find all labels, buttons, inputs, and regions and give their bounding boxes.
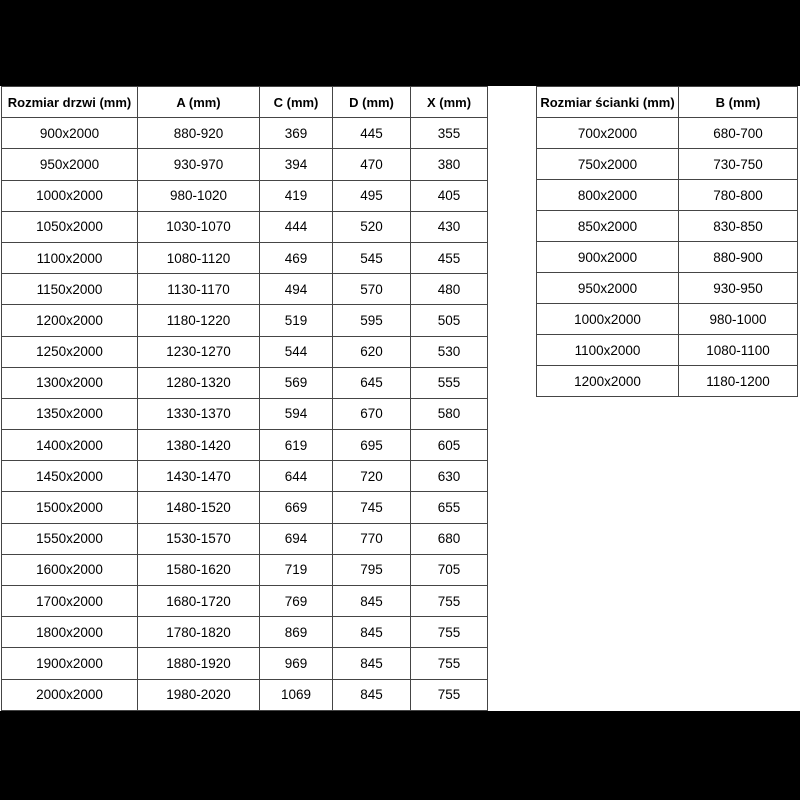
table-cell: 670	[333, 398, 411, 429]
table-cell: 455	[411, 242, 488, 273]
table-row	[537, 335, 798, 366]
table-cell: 1380-1420	[138, 430, 260, 461]
table-cell: 1030-1070	[138, 211, 260, 242]
table-row	[2, 523, 488, 554]
table-cell: 1980-2020	[138, 679, 260, 710]
table-cell: 1700x2000	[2, 586, 138, 617]
table-cell: 1180-1220	[138, 305, 260, 336]
table-cell: 405	[411, 180, 488, 211]
table-cell: 1330-1370	[138, 398, 260, 429]
table-cell: 1000x2000	[2, 180, 138, 211]
table-cell: 544	[260, 336, 333, 367]
table-cell: 1500x2000	[2, 492, 138, 523]
table-cell: 380	[411, 149, 488, 180]
table-row	[2, 679, 488, 710]
table-cell: 755	[411, 648, 488, 679]
table-cell: 845	[333, 586, 411, 617]
table-cell: 900x2000	[2, 118, 138, 149]
table-cell: 930-970	[138, 149, 260, 180]
table-row	[2, 242, 488, 273]
table-cell: 695	[333, 430, 411, 461]
table-cell: 980-1000	[679, 304, 798, 335]
table-cell: 1000x2000	[537, 304, 679, 335]
table-cell: 545	[333, 242, 411, 273]
table-cell: 1100x2000	[537, 335, 679, 366]
table-cell: 1100x2000	[2, 242, 138, 273]
table-cell: 1680-1720	[138, 586, 260, 617]
table-cell: 580	[411, 398, 488, 429]
table-cell: 1450x2000	[2, 461, 138, 492]
table-row	[2, 492, 488, 523]
table-row	[537, 149, 798, 180]
table-cell: 369	[260, 118, 333, 149]
bottom-black-bar	[0, 711, 800, 800]
table-cell: 1200x2000	[537, 366, 679, 397]
table-cell: 1180-1200	[679, 366, 798, 397]
table-cell: 700x2000	[537, 118, 679, 149]
table-cell: 1880-1920	[138, 648, 260, 679]
table-row	[2, 274, 488, 305]
table-cell: 1200x2000	[2, 305, 138, 336]
column-header-c: C (mm)	[260, 87, 333, 118]
table-cell: 519	[260, 305, 333, 336]
table-cell: 680-700	[679, 118, 798, 149]
table-row	[2, 398, 488, 429]
table-row	[2, 336, 488, 367]
table-cell: 1430-1470	[138, 461, 260, 492]
table-row	[537, 273, 798, 304]
table-cell: 755	[411, 586, 488, 617]
table-cell: 530	[411, 336, 488, 367]
table-cell: 1050x2000	[2, 211, 138, 242]
table-cell: 1300x2000	[2, 367, 138, 398]
column-header-door-size: Rozmiar drzwi (mm)	[2, 87, 138, 118]
table-cell: 645	[333, 367, 411, 398]
table-row	[2, 367, 488, 398]
table-cell: 644	[260, 461, 333, 492]
table-cell: 730-750	[679, 149, 798, 180]
table-row	[2, 430, 488, 461]
table-row	[2, 648, 488, 679]
table-cell: 1069	[260, 679, 333, 710]
table-cell: 880-920	[138, 118, 260, 149]
table-cell: 720	[333, 461, 411, 492]
table-cell: 444	[260, 211, 333, 242]
table-cell: 595	[333, 305, 411, 336]
table-cell: 755	[411, 679, 488, 710]
table-cell: 355	[411, 118, 488, 149]
table-cell: 619	[260, 430, 333, 461]
door-table-body	[2, 118, 488, 711]
table-row	[537, 242, 798, 273]
table-row	[537, 118, 798, 149]
table-cell: 655	[411, 492, 488, 523]
wall-table-body	[537, 118, 798, 397]
table-cell: 1130-1170	[138, 274, 260, 305]
column-header-wall-size: Rozmiar ścianki (mm)	[537, 87, 679, 118]
table-cell: 680	[411, 523, 488, 554]
top-black-bar	[0, 0, 800, 86]
table-cell: 850x2000	[537, 211, 679, 242]
table-cell: 845	[333, 679, 411, 710]
table-cell: 1150x2000	[2, 274, 138, 305]
table-cell: 445	[333, 118, 411, 149]
table-row	[2, 149, 488, 180]
table-cell: 845	[333, 648, 411, 679]
table-cell: 800x2000	[537, 180, 679, 211]
table-cell: 394	[260, 149, 333, 180]
table-cell: 470	[333, 149, 411, 180]
table-cell: 594	[260, 398, 333, 429]
table-cell: 495	[333, 180, 411, 211]
column-header-a: A (mm)	[138, 87, 260, 118]
table-cell: 1900x2000	[2, 648, 138, 679]
table-row	[537, 366, 798, 397]
table-cell: 900x2000	[537, 242, 679, 273]
table-cell: 1350x2000	[2, 398, 138, 429]
table-cell: 1230-1270	[138, 336, 260, 367]
table-row	[2, 211, 488, 242]
table-cell: 620	[333, 336, 411, 367]
column-header-x: X (mm)	[411, 87, 488, 118]
table-cell: 1080-1100	[679, 335, 798, 366]
table-row	[2, 305, 488, 336]
table-cell: 755	[411, 617, 488, 648]
table-cell: 1600x2000	[2, 554, 138, 585]
table-cell: 769	[260, 586, 333, 617]
table-cell: 1250x2000	[2, 336, 138, 367]
door-table-header-row	[2, 87, 488, 118]
table-cell: 1480-1520	[138, 492, 260, 523]
wall-size-table	[536, 86, 798, 397]
table-cell: 770	[333, 523, 411, 554]
table-cell: 469	[260, 242, 333, 273]
table-cell: 555	[411, 367, 488, 398]
table-cell: 950x2000	[2, 149, 138, 180]
table-cell: 1400x2000	[2, 430, 138, 461]
table-cell: 630	[411, 461, 488, 492]
table-cell: 950x2000	[537, 273, 679, 304]
table-cell: 780-800	[679, 180, 798, 211]
table-cell: 430	[411, 211, 488, 242]
table-cell: 570	[333, 274, 411, 305]
table-row	[2, 461, 488, 492]
table-cell: 569	[260, 367, 333, 398]
table-cell: 1080-1120	[138, 242, 260, 273]
table-cell: 494	[260, 274, 333, 305]
table-cell: 745	[333, 492, 411, 523]
table-cell: 2000x2000	[2, 679, 138, 710]
table-row	[2, 554, 488, 585]
table-cell: 1550x2000	[2, 523, 138, 554]
table-cell: 845	[333, 617, 411, 648]
table-row	[2, 118, 488, 149]
wall-table-header-row	[537, 87, 798, 118]
table-row	[537, 211, 798, 242]
table-cell: 750x2000	[537, 149, 679, 180]
table-cell: 930-950	[679, 273, 798, 304]
table-row	[2, 180, 488, 211]
table-row	[2, 586, 488, 617]
table-cell: 694	[260, 523, 333, 554]
table-row	[537, 304, 798, 335]
column-header-b: B (mm)	[679, 87, 798, 118]
table-cell: 795	[333, 554, 411, 585]
table-cell: 1280-1320	[138, 367, 260, 398]
table-cell: 419	[260, 180, 333, 211]
table-cell: 869	[260, 617, 333, 648]
table-row	[2, 617, 488, 648]
table-cell: 880-900	[679, 242, 798, 273]
table-cell: 1530-1570	[138, 523, 260, 554]
table-cell: 605	[411, 430, 488, 461]
door-size-table	[1, 86, 488, 711]
table-cell: 1780-1820	[138, 617, 260, 648]
table-cell: 520	[333, 211, 411, 242]
table-cell: 980-1020	[138, 180, 260, 211]
table-cell: 719	[260, 554, 333, 585]
table-cell: 969	[260, 648, 333, 679]
table-cell: 669	[260, 492, 333, 523]
column-header-d: D (mm)	[333, 87, 411, 118]
table-cell: 705	[411, 554, 488, 585]
table-cell: 830-850	[679, 211, 798, 242]
table-cell: 505	[411, 305, 488, 336]
table-cell: 1800x2000	[2, 617, 138, 648]
table-row	[537, 180, 798, 211]
table-cell: 1580-1620	[138, 554, 260, 585]
table-cell: 480	[411, 274, 488, 305]
